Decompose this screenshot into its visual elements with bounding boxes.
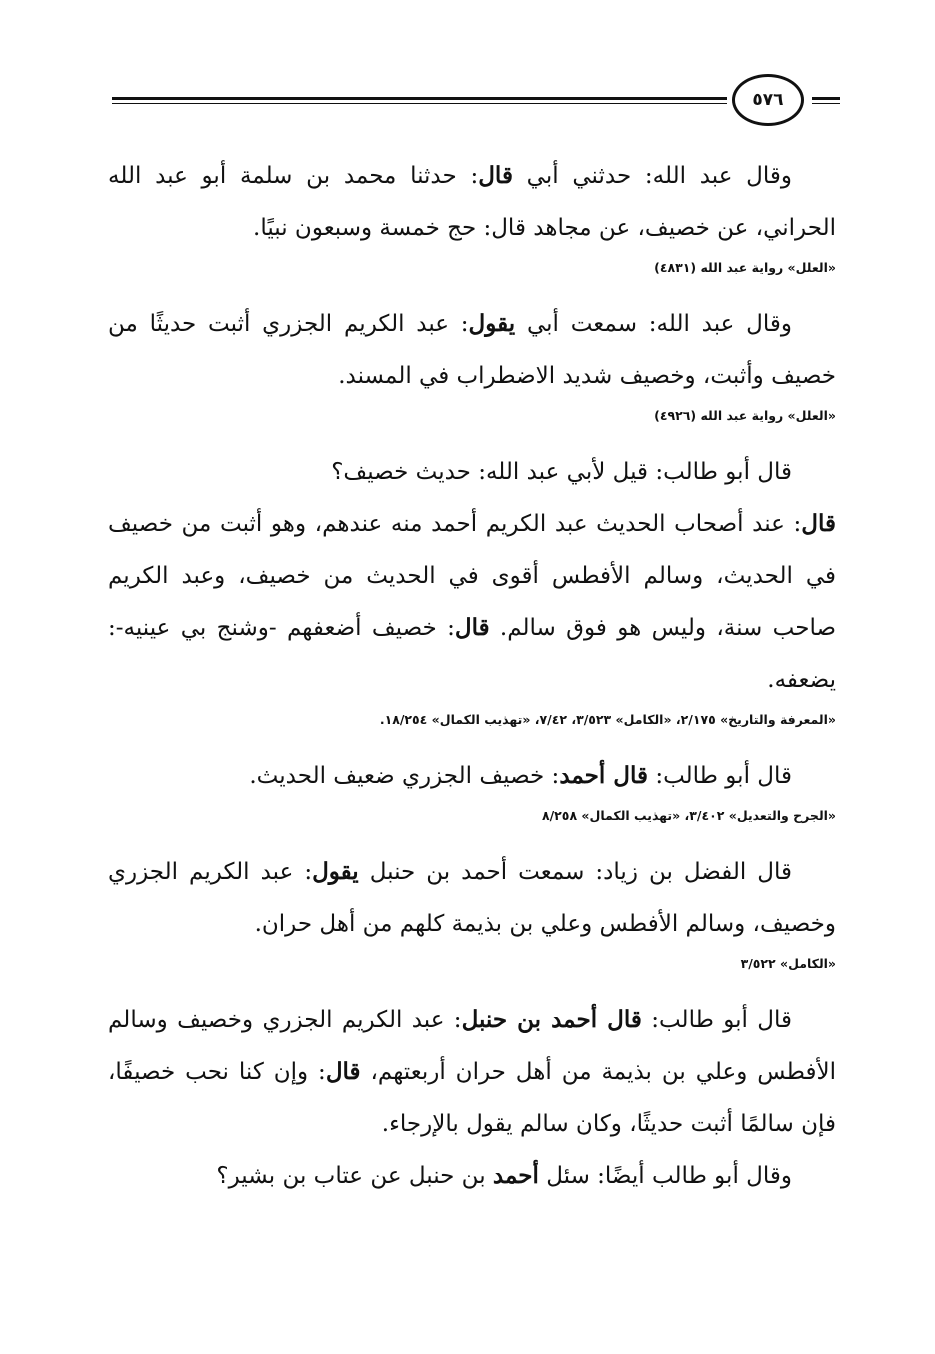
source-citation: «المعرفة والتاريخ» ٢/١٧٥، «الكامل» ٣/٥٢٣، ٧/٤٢، «تهذيب الكمال» ١٨/٢٥٤.	[379, 712, 836, 727]
paragraph-text: وقال عبد الله: حدثني أبي	[512, 163, 792, 189]
paragraph-text: قال أبو طالب:	[648, 763, 792, 789]
bold-keyword: يقول	[312, 858, 359, 885]
paragraph-text: : حدثنا محمد بن سلمة أبو عبد الله الحراني، عن خصيف، عن مجاهد قال: حج خمسة وسبعون نبيًا.	[108, 163, 836, 241]
page-header	[112, 70, 840, 130]
body-paragraph	[108, 446, 836, 498]
paragraph-text: : وإن كنا نحب خصيفًا، فإن سالمًا أثبت حديثًا، وكان سالم يقول بالإرجاء.	[108, 1059, 836, 1137]
paragraph-text: قال أبو طالب:	[641, 1007, 792, 1033]
page-body	[108, 150, 836, 1202]
paragraph-text: : عبد الكريم الجزري وخصيف وسالم الأفطس وعلي بن بذيمة من أهل حران أربعتهم،	[108, 1007, 837, 1085]
source-citation: «العلل» رواية عبد الله (٤٩٢٦)	[654, 408, 836, 423]
paragraph-text: : عبد الكريم الجزري وخصيف، وسالم الأفطس وعلي بن بذيمة كلهم من أهل حران.	[108, 859, 836, 937]
body-paragraph	[108, 150, 836, 254]
paragraph-text: قال أبو طالب: قيل لأبي عبد الله: حديث خصيف؟	[331, 459, 792, 485]
bold-keyword: قال أحمد	[559, 762, 649, 789]
body-paragraph	[108, 1150, 836, 1202]
source-citation: «الكامل» ٣/٥٢٢	[740, 956, 836, 971]
paragraph-text: : عبد الكريم الجزري أثبت حديثًا من خصيف وأثبت، وخصيف شديد الاضطراب في المسند.	[108, 311, 836, 389]
bold-keyword: يقول	[468, 310, 516, 337]
bold-keyword: قال أحمد بن حنبل	[461, 1006, 642, 1033]
paragraph-text: بن حنبل عن عتاب بن بشير؟	[216, 1163, 493, 1189]
paragraph-text: وقال عبد الله: سمعت أبي	[515, 311, 792, 337]
body-paragraph	[108, 846, 836, 950]
body-paragraph	[108, 750, 836, 802]
page-number: ٥٧٦	[732, 74, 804, 126]
paragraph-text: : خصيف أضعفهم -وشنج بي عينيه-: يضعفه.	[108, 615, 836, 693]
bold-keyword: قال	[454, 614, 490, 641]
paragraph-text: : عند أصحاب الحديث عبد الكريم أحمد منه عندهم، وهو أثبت من خصيف في الحديث، وسالم الأفطس أقوى في الحديث من خصيف، وعبد الكريم صاحب سنة، وليس هو فوق سالم.	[108, 511, 836, 641]
body-paragraph	[108, 498, 836, 706]
paragraph-text: قال الفضل بن زياد: سمعت أحمد بن حنبل	[358, 859, 793, 885]
source-citation: «العلل» رواية عبد الله (٤٨٣١)	[654, 260, 836, 275]
paragraph-text: وقال أبو طالب أيضًا: سئل	[538, 1163, 792, 1189]
bold-keyword: أحمد	[492, 1162, 539, 1189]
header-rule-end	[812, 97, 840, 104]
bold-keyword: قال	[478, 162, 513, 189]
bold-keyword: قال	[801, 510, 836, 537]
paragraph-text: : خصيف الجزري ضعيف الحديث.	[249, 763, 560, 789]
body-paragraph	[108, 994, 836, 1150]
source-citation: «الجرح والتعديل» ٣/٤٠٢، «تهذيب الكمال» ٨/٢٥٨	[541, 808, 836, 823]
header-rule	[112, 97, 727, 104]
body-paragraph	[108, 298, 836, 402]
bold-keyword: قال	[325, 1058, 361, 1085]
